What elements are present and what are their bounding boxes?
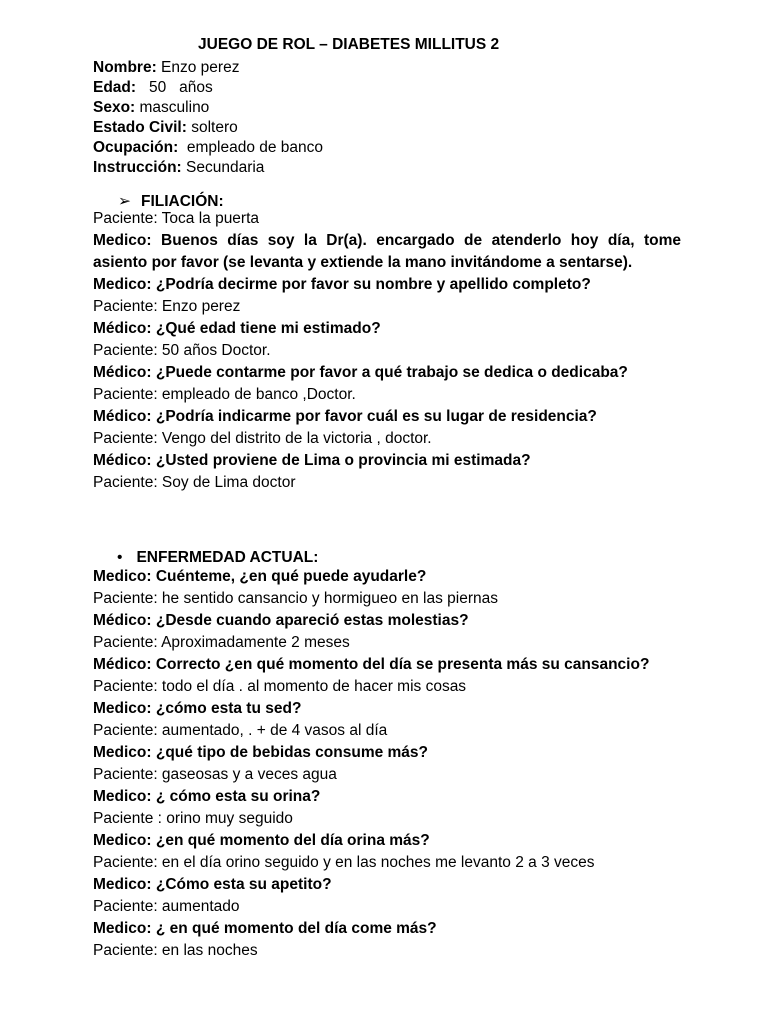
doctor-line: Medico: ¿en qué momento del día orina más?	[93, 832, 430, 849]
patient-line: Paciente: gaseosas y a veces agua	[93, 766, 337, 783]
patient-line: Paciente: he sentido cansancio y hormigueo en las piernas	[93, 590, 498, 607]
patient-line: Paciente: Aproximadamente 2 meses	[93, 634, 350, 651]
patient-line: Paciente: en las noches	[93, 942, 258, 959]
info-label: Ocupación:	[93, 139, 179, 156]
section-heading-label: FILIACIÓN:	[141, 193, 224, 210]
patient-line: Paciente : orino muy seguido	[93, 810, 293, 827]
info-value: soltero	[186, 119, 238, 136]
info-row-name	[93, 58, 693, 78]
patient-line: Paciente: todo el día . al momento de hacer mis cosas	[93, 678, 467, 695]
patient-line: Paciente: en el día orino seguido y en las noches me levanto 2 a 3 veces	[93, 854, 595, 871]
patient-line: Paciente: Soy de Lima doctor	[93, 474, 296, 491]
section-heading-label: ENFERMEDAD ACTUAL:	[136, 549, 319, 566]
section-heading-enfermedad-actual	[117, 549, 318, 567]
info-label: Sexo:	[93, 99, 136, 116]
doctor-line: Médico: ¿Desde cuando apareció estas molestias?	[93, 612, 469, 629]
info-value: Enzo perez	[156, 59, 240, 76]
doctor-line: Médico: ¿Usted proviene de Lima o provincia mi estimada?	[93, 452, 531, 469]
info-row-age	[93, 78, 693, 98]
doctor-line: Medico: ¿Podría decirme por favor su nombre y apellido completo?	[93, 276, 591, 293]
doctor-line: Medico: ¿ en qué momento del día come más?	[93, 920, 437, 937]
info-value: 50 años	[136, 79, 213, 96]
info-value: empleado de banco	[178, 139, 324, 156]
patient-line: Paciente: Vengo del distrito de la victoria , doctor.	[93, 430, 432, 447]
doctor-line: Medico: ¿cómo esta tu sed?	[93, 700, 302, 717]
doctor-line: Medico: ¿Cómo esta su apetito?	[93, 876, 332, 893]
info-row-occupation	[93, 138, 693, 158]
info-label: Edad:	[93, 79, 137, 96]
doctor-line: Médico: Correcto ¿en qué momento del día se presenta más su cansancio?	[93, 656, 650, 673]
patient-info	[93, 58, 693, 178]
doctor-line: Medico: ¿qué tipo de bebidas consume más?	[93, 744, 429, 761]
doctor-line: Medico: ¿ cómo esta su orina?	[93, 788, 321, 805]
dialogue-enfermedad-actual	[93, 566, 681, 962]
document-title: JUEGO DE ROL – DIABETES MILLITUS 2	[198, 36, 500, 53]
doctor-line: Médico: ¿Qué edad tiene mi estimado?	[93, 320, 381, 337]
dot-bullet-icon: •	[117, 549, 123, 566]
patient-line: Paciente: aumentado	[93, 898, 240, 915]
patient-line: Paciente: empleado de banco ,Doctor.	[93, 386, 356, 403]
info-row-education	[93, 158, 693, 178]
doctor-line: Médico: ¿Podría indicarme por favor cuál es su lugar de residencia?	[93, 408, 597, 425]
doctor-line: Medico: Cuénteme, ¿en qué puede ayudarle?	[93, 568, 427, 585]
info-row-civil-status	[93, 118, 693, 138]
patient-line: Paciente: Enzo perez	[93, 298, 241, 315]
patient-line: Paciente: Toca la puerta	[93, 210, 260, 227]
doctor-line: Médico: ¿Puede contarme por favor a qué trabajo se dedica o dedicaba?	[93, 364, 628, 381]
patient-line: Paciente: 50 años Doctor.	[93, 342, 271, 359]
doctor-line: Medico: Buenos días soy la Dr(a). encargado de atenderlo hoy día, tome asiento por favor (se levanta y extiende la mano invitándome a sentarse).	[93, 232, 681, 271]
info-label: Nombre:	[93, 59, 157, 76]
info-label: Instrucción:	[93, 159, 182, 176]
info-row-sex	[93, 98, 693, 118]
patient-line: Paciente: aumentado, . + de 4 vasos al día	[93, 722, 388, 739]
info-label: Estado Civil:	[93, 119, 187, 136]
arrow-bullet-icon: ➢	[118, 193, 131, 210]
info-value: Secundaria	[181, 159, 265, 176]
dialogue-filiacion	[93, 208, 681, 494]
info-value: masculino	[135, 99, 210, 116]
